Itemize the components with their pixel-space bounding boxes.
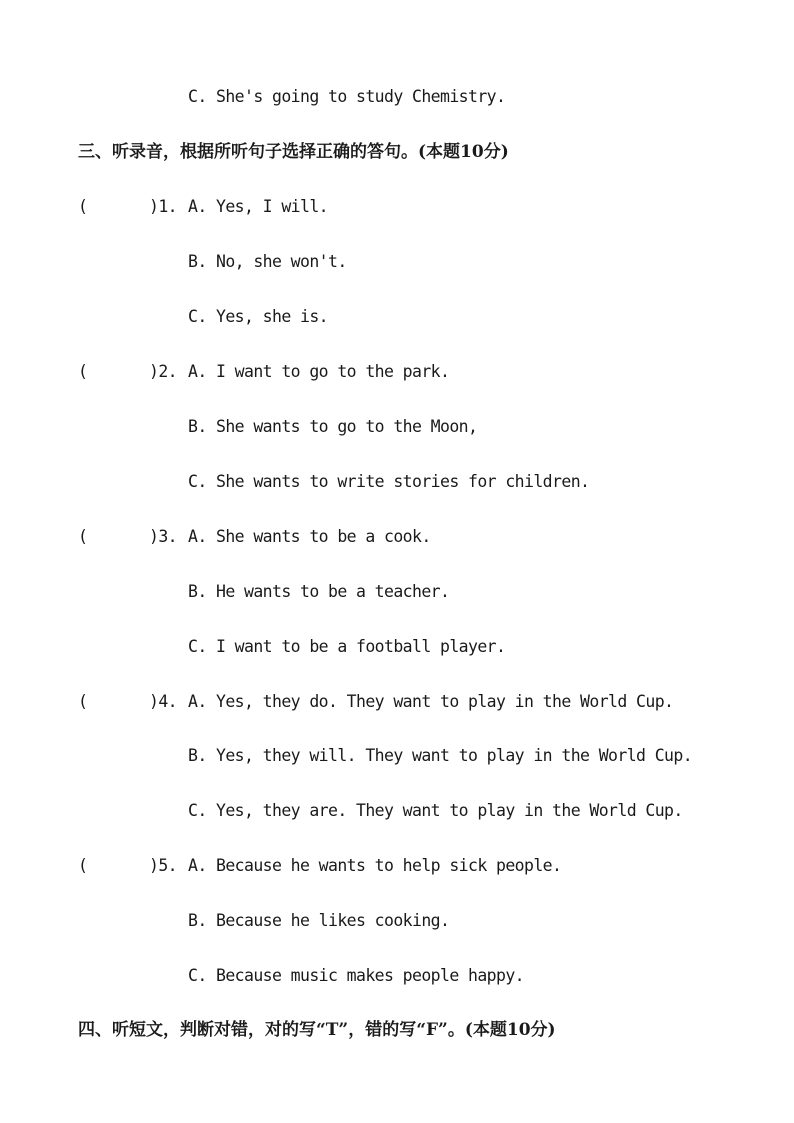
option-a: A. Because he wants to help sick people. xyxy=(188,856,562,875)
option-b: B. She wants to go to the Moon, xyxy=(188,417,478,436)
section-heading: 三、听录音，根据所听句子选择正确的答句。(本题10分) xyxy=(78,142,509,162)
option-a: A. She wants to be a cook. xyxy=(188,527,431,546)
question-number: )4. xyxy=(149,692,178,711)
option-b: B. Yes, they will. They want to play in the World Cup. xyxy=(188,746,693,765)
option-b: B. He wants to be a teacher. xyxy=(188,582,450,601)
option-b: B. No, she won't. xyxy=(188,252,347,271)
answer-bracket-open: ( xyxy=(78,527,88,546)
answer-bracket-open: ( xyxy=(78,362,88,381)
option-c: C. Yes, she is. xyxy=(188,307,329,326)
option-c: C. Because music makes people happy. xyxy=(188,966,525,985)
option-a: A. I want to go to the park. xyxy=(188,362,450,381)
question-number: )3. xyxy=(149,527,178,546)
answer-bracket-open: ( xyxy=(78,197,88,216)
option-a: A. Yes, I will. xyxy=(188,197,329,216)
answer-bracket-open: ( xyxy=(78,856,88,875)
question-number: )1. xyxy=(149,197,178,216)
section-heading: 四、听短文，判断对错，对的写“T”，错的写“F”。(本题10分) xyxy=(78,1020,556,1040)
option-text: C. She's going to study Chemistry. xyxy=(188,87,506,106)
option-a: A. Yes, they do. They want to play in the World Cup. xyxy=(188,692,674,711)
question-number: )2. xyxy=(149,362,178,381)
option-b: B. Because he likes cooking. xyxy=(188,911,450,930)
option-c: C. Yes, they are. They want to play in the World Cup. xyxy=(188,801,683,820)
question-number: )5. xyxy=(149,856,178,875)
option-c: C. I want to be a football player. xyxy=(188,637,506,656)
answer-bracket-open: ( xyxy=(78,692,88,711)
option-c: C. She wants to write stories for children. xyxy=(188,472,590,491)
